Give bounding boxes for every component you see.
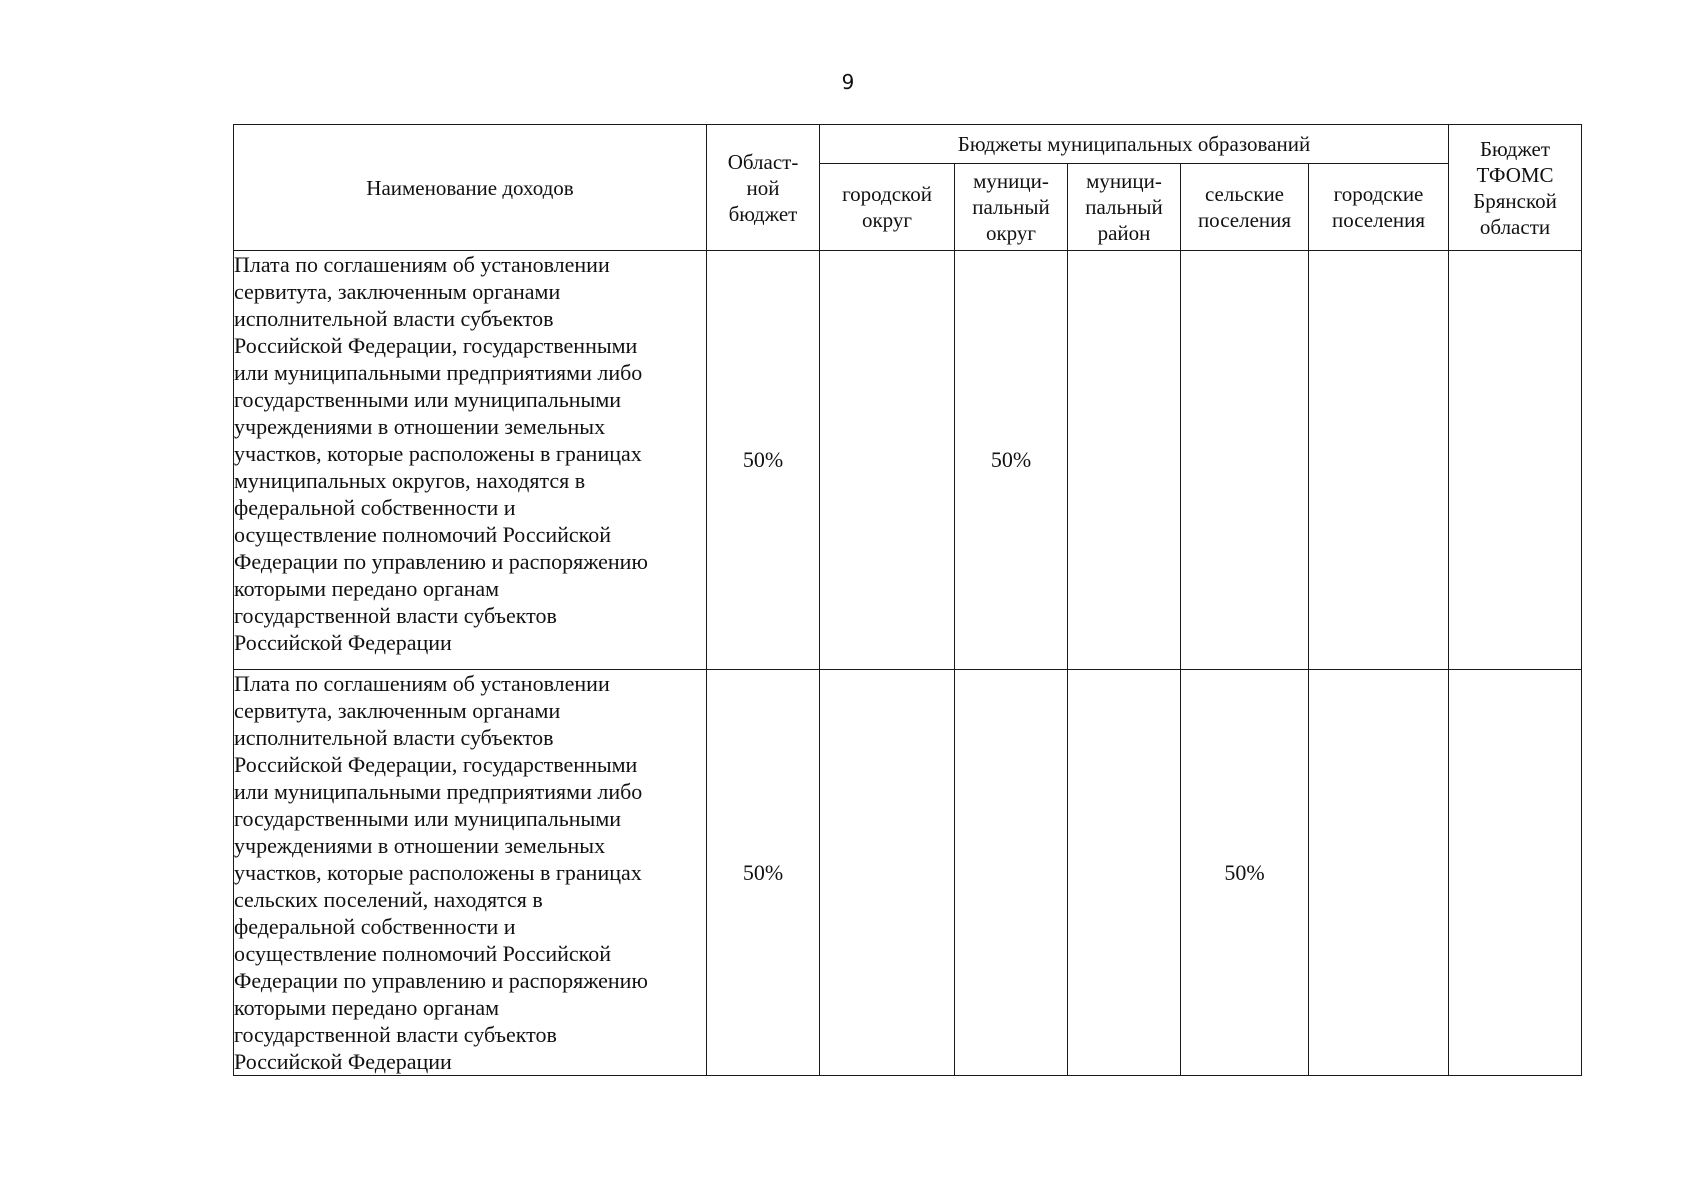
table-row [234, 670, 1582, 1076]
header-rural-settlements: сельские поселения [1181, 164, 1309, 251]
header-municipal-budgets: Бюджеты муниципальных образований [820, 125, 1449, 164]
tfoms-budget-cell [1449, 670, 1582, 1076]
header-city-district: городской округ [820, 164, 955, 251]
header-row-top [234, 125, 1582, 164]
table-body [234, 251, 1582, 1076]
header-revenue-name: Наименование доходов [234, 125, 707, 251]
regional-budget-cell: 50% [707, 670, 820, 1076]
page-number: 9 [841, 70, 855, 94]
header-regional-budget: Област- ной бюджет [707, 125, 820, 251]
tfoms-budget-cell [1449, 251, 1582, 670]
revenue-name-cell: Плата по соглашениям об установлении сервитута, заключенным органами исполнительной власти субъектов Российской Федерации, государственными или муниципальными предприятиями либо государственными или муниципальными учреждениями в отношении земельных участков, которые расположены в границах сельских поселений, находятся в федеральной собственности и осуществление полномочий Российской Федерации по управлению и распоряжению которыми передано органам государственной власти субъектов Российской Федерации [234, 670, 707, 1076]
municipal-district-cell: 50% [955, 251, 1068, 670]
table-row [234, 251, 1582, 670]
table-header [234, 125, 1582, 251]
header-municipal-area: муници- пальный район [1068, 164, 1181, 251]
header-urban-settlements: городские поселения [1309, 164, 1449, 251]
regional-budget-cell: 50% [707, 251, 820, 670]
revenue-distribution-table [233, 124, 1582, 1076]
header-tfoms-budget: Бюджет ТФОМС Брянской области [1449, 125, 1582, 251]
city-district-cell [820, 251, 955, 670]
rural-settlements-cell [1181, 251, 1309, 670]
city-district-cell [820, 670, 955, 1076]
municipal-area-cell [1068, 251, 1181, 670]
municipal-area-cell [1068, 670, 1181, 1076]
urban-settlements-cell [1309, 670, 1449, 1076]
municipal-district-cell [955, 670, 1068, 1076]
urban-settlements-cell [1309, 251, 1449, 670]
revenue-name-cell: Плата по соглашениям об установлении сервитута, заключенным органами исполнительной власти субъектов Российской Федерации, государственными или муниципальными предприятиями либо государственными или муниципальными учреждениями в отношении земельных участков, которые расположены в границах муниципальных округов, находятся в федеральной собственности и осуществление полномочий Российской Федерации по управлению и распоряжению которыми передано органам государственной власти субъектов Российской Федерации [234, 251, 707, 670]
header-municipal-district: муници- пальный округ [955, 164, 1068, 251]
rural-settlements-cell: 50% [1181, 670, 1309, 1076]
